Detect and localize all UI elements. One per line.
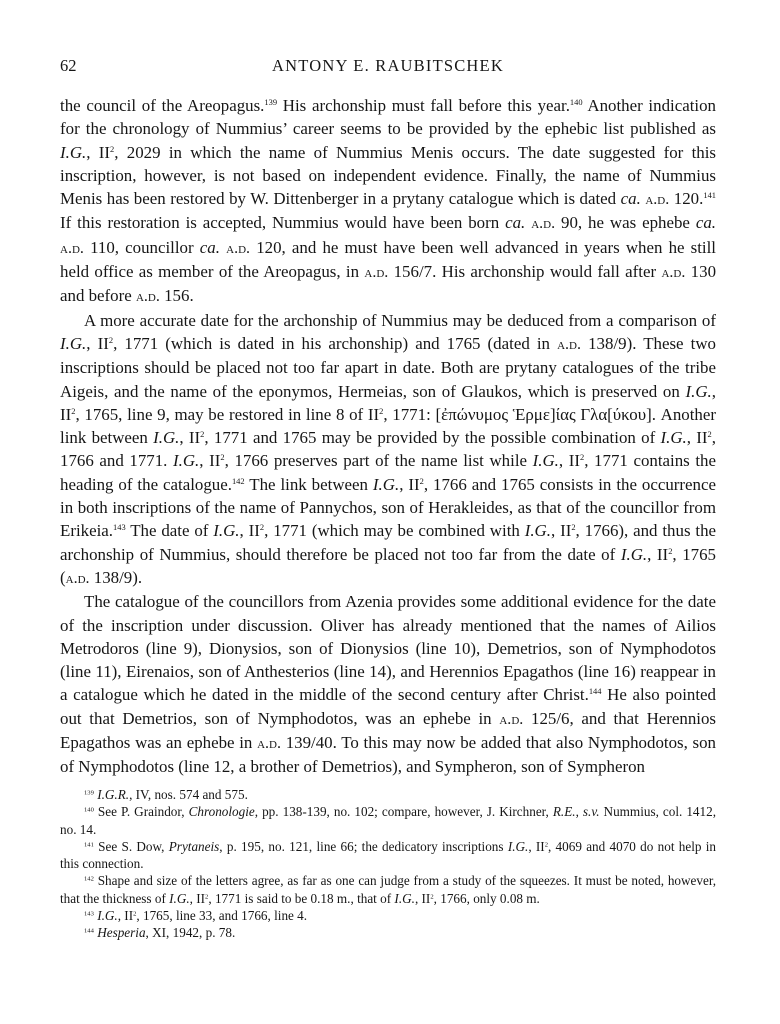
footnote-139: $^{139}$ I.G.R., IV, nos. 574 and 575.	[84, 787, 248, 802]
footnote-143: $^{143}$ I.G., $II^2$, 1765, line 33, and 1766, line 4.	[84, 908, 308, 924]
footnote-140: $^{140}$ See P. Graindor, Chronologie, pp. 138-139, no. 102; compare, however, J. Kirchner, R.E., s.v. Nummius, col. 1412, no. 14.	[60, 804, 717, 837]
page	[60, 56, 716, 779]
footnote-144: $^{144}$ Hesperia, XI, 1942, p. 78.	[84, 925, 236, 941]
footnote-142: $^{142}$ Shape and size of the letters agree, as far as one can judge from a study of the squeezes. It must be noted, however, that the thickness of I.G., $II^2$, 1771 is said to be 0.18 m., that of I.G., $II^2$, 1766, only 0.08 m.	[60, 873, 716, 906]
footnotes	[60, 786, 716, 942]
page-number: 62	[60, 56, 77, 75]
paragraph: A more accurate date for the archonship of Nummius may be deduced from a comparison of I.G., $II^2$, 1771 (which is dated in his archonship) and 1765 (dated in a.d. 138/9). These two inscriptions should be placed not too far apart in date. Both are prytany catalogues of the tribe Aigeis, and the name of the eponymos, Hermeias, son of Glaukos, which is preserved on I.G., $II^2$, 1765, line 9, may be restored in line 8 of $II^2$, 1771: [ἐπώνυμος Ἑρμε]ίας Γλα[ύκου]. Another link between I.G., $II^2$, 1771 and 1765 may be provided by the possible combination of I.G., $II^2$, 1766 and 1771. I.G., $II^2$, 1766 preserves part of the name list while I.G., $II^2$, 1771 contains the heading of the catalogue.$^{142}$ The link between I.G., $II^2$, 1766 and 1765 consists in the occurrence in both inscriptions of the name of Pannychos, son of Herakleides, as that of the councillor from Erikeia.$^{143}$ The date of I.G., $II^2$, 1771 (which may be combined with I.G., $II^2$, 1766), and thus the archonship of Nummius, should therefore be placed not too far from the date of I.G., $II^2$, 1765 (a.d. 138/9).	[60, 310, 717, 587]
paragraph: The catalogue of the councillors from Azenia provides some additional evidence for the date of the inscription under discussion. Oliver has already mentioned that the names of Ailios Metrodoros (line 9), Dionysios, son of Dionysios (line 10), Demetrios, son of Nymphodotos (line 11), Eirenaios, son of Anthesterios (line 14), and Herennios Epagathos (line 16) reappear in a catalogue which he dated in the middle of the second century after Christ.$^{144}$ He also pointed out that Demetrios, son of Nymphodotos, was an ephebe in a.d. 125/6, and that Herennios Epagathos was an ephebe in a.d. 139/40. To this may now be added that also Nymphodotos, son of Nymphodotos (line 12, a brother of Demetrios), and Sympheron, son of Sympheron	[60, 592, 716, 777]
page-header	[60, 56, 716, 84]
body-text	[60, 94, 716, 779]
running-head: ANTONY E. RAUBITSCHEK	[272, 56, 504, 75]
footnote-141: $^{141}$ See S. Dow, Prytaneis, p. 195, no. 121, line 66; the dedicatory inscriptions I.G., $II^2$, 4069 and 4070 do not help in this connection.	[60, 838, 716, 872]
paragraph: the council of the Areopagus.$^{139}$ His archonship must fall before this year.$^{140}$ Another indication for the chronology of Nummius’ career seems to be provided by the ephebic list published as I.G., $II^2$, 2029 in which the name of Nummius Menis occurs. The date suggested for this inscription, however, is not based on independent evidence. Finally, the name of Nummius Menis has been restored by W. Dittenberger in a prytany catalogue which is dated ca. a.d. 120.$^{141}$ If this restoration is accepted, Nummius would have been born ca. a.d. 90, he was ephebe ca. a.d. 110, councillor ca. a.d. 120, and he must have been well advanced in years when he still held office as member of the Areopagus, in a.d. 156/7. His archonship would fall after a.d. 130 and before a.d. 156.	[60, 96, 717, 306]
